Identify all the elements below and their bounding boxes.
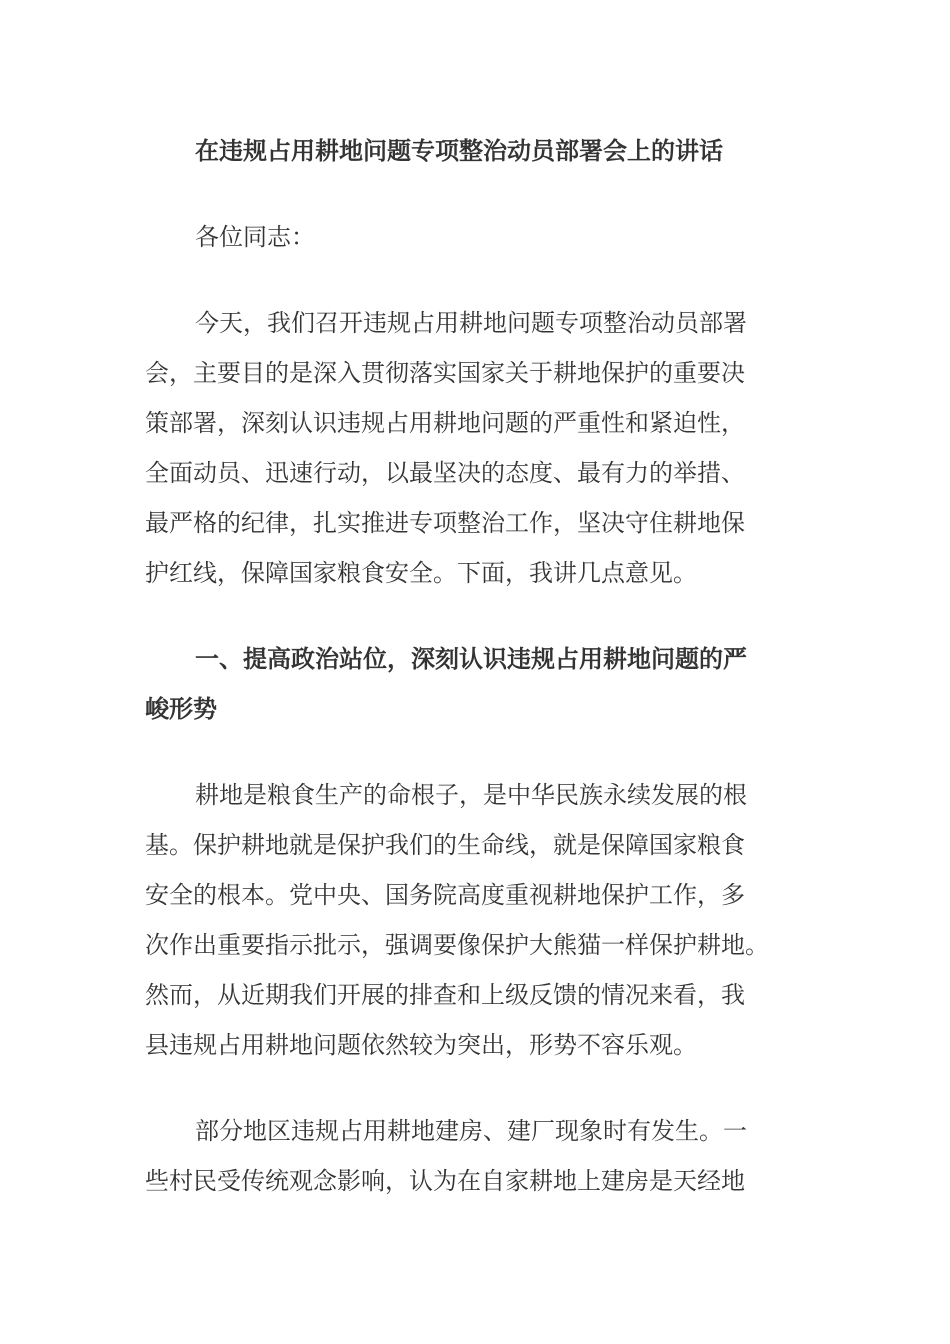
paragraph-line: 县违规占用耕地问题依然较为突出，形势不容乐观。: [145, 1031, 697, 1059]
document-title: 在违规占用耕地问题专项整治动员部署会上的讲话: [195, 137, 723, 165]
section-heading-1: [145, 634, 795, 734]
paragraph-violations: [145, 1106, 795, 1206]
paragraph-line: 安全的根本。党中央、国务院高度重视耕地保护工作，多: [145, 881, 745, 909]
heading-line: 峻形势: [145, 695, 217, 723]
paragraph-farmland: [145, 770, 795, 1070]
paragraph-line: 基。保护耕地就是保护我们的生命线，就是保障国家粮食: [145, 831, 745, 859]
paragraph-line: 会，主要目的是深入贯彻落实国家关于耕地保护的重要决: [145, 359, 745, 387]
paragraph-line: 全面动员、迅速行动，以最坚决的态度、最有力的举措、: [145, 459, 745, 487]
paragraph-line: 耕地是粮食生产的命根子，是中华民族永续发展的根: [195, 781, 747, 809]
heading-line: 一、提高政治站位，深刻认识违规占用耕地问题的严: [195, 645, 747, 673]
salutation: 各位同志：: [195, 223, 315, 251]
paragraph-line: 次作出重要指示批示，强调要像保护大熊猫一样保护耕地。: [145, 931, 769, 959]
paragraph-line: 护红线，保障国家粮食安全。下面，我讲几点意见。: [145, 559, 697, 587]
paragraph-line: 策部署，深刻认识违规占用耕地问题的严重性和紧迫性，: [145, 409, 745, 437]
paragraph-line: 部分地区违规占用耕地建房、建厂现象时有发生。一: [195, 1117, 747, 1145]
paragraph-intro: [145, 298, 795, 598]
paragraph-line: 些村民受传统观念影响，认为在自家耕地上建房是天经地: [145, 1167, 745, 1195]
paragraph-line: 然而，从近期我们开展的排查和上级反馈的情况来看，我: [145, 981, 745, 1009]
paragraph-line: 最严格的纪律，扎实推进专项整治工作，坚决守住耕地保: [145, 509, 745, 537]
document-body: [145, 126, 795, 1206]
paragraph-line: 今天，我们召开违规占用耕地问题专项整治动员部署: [195, 309, 747, 337]
